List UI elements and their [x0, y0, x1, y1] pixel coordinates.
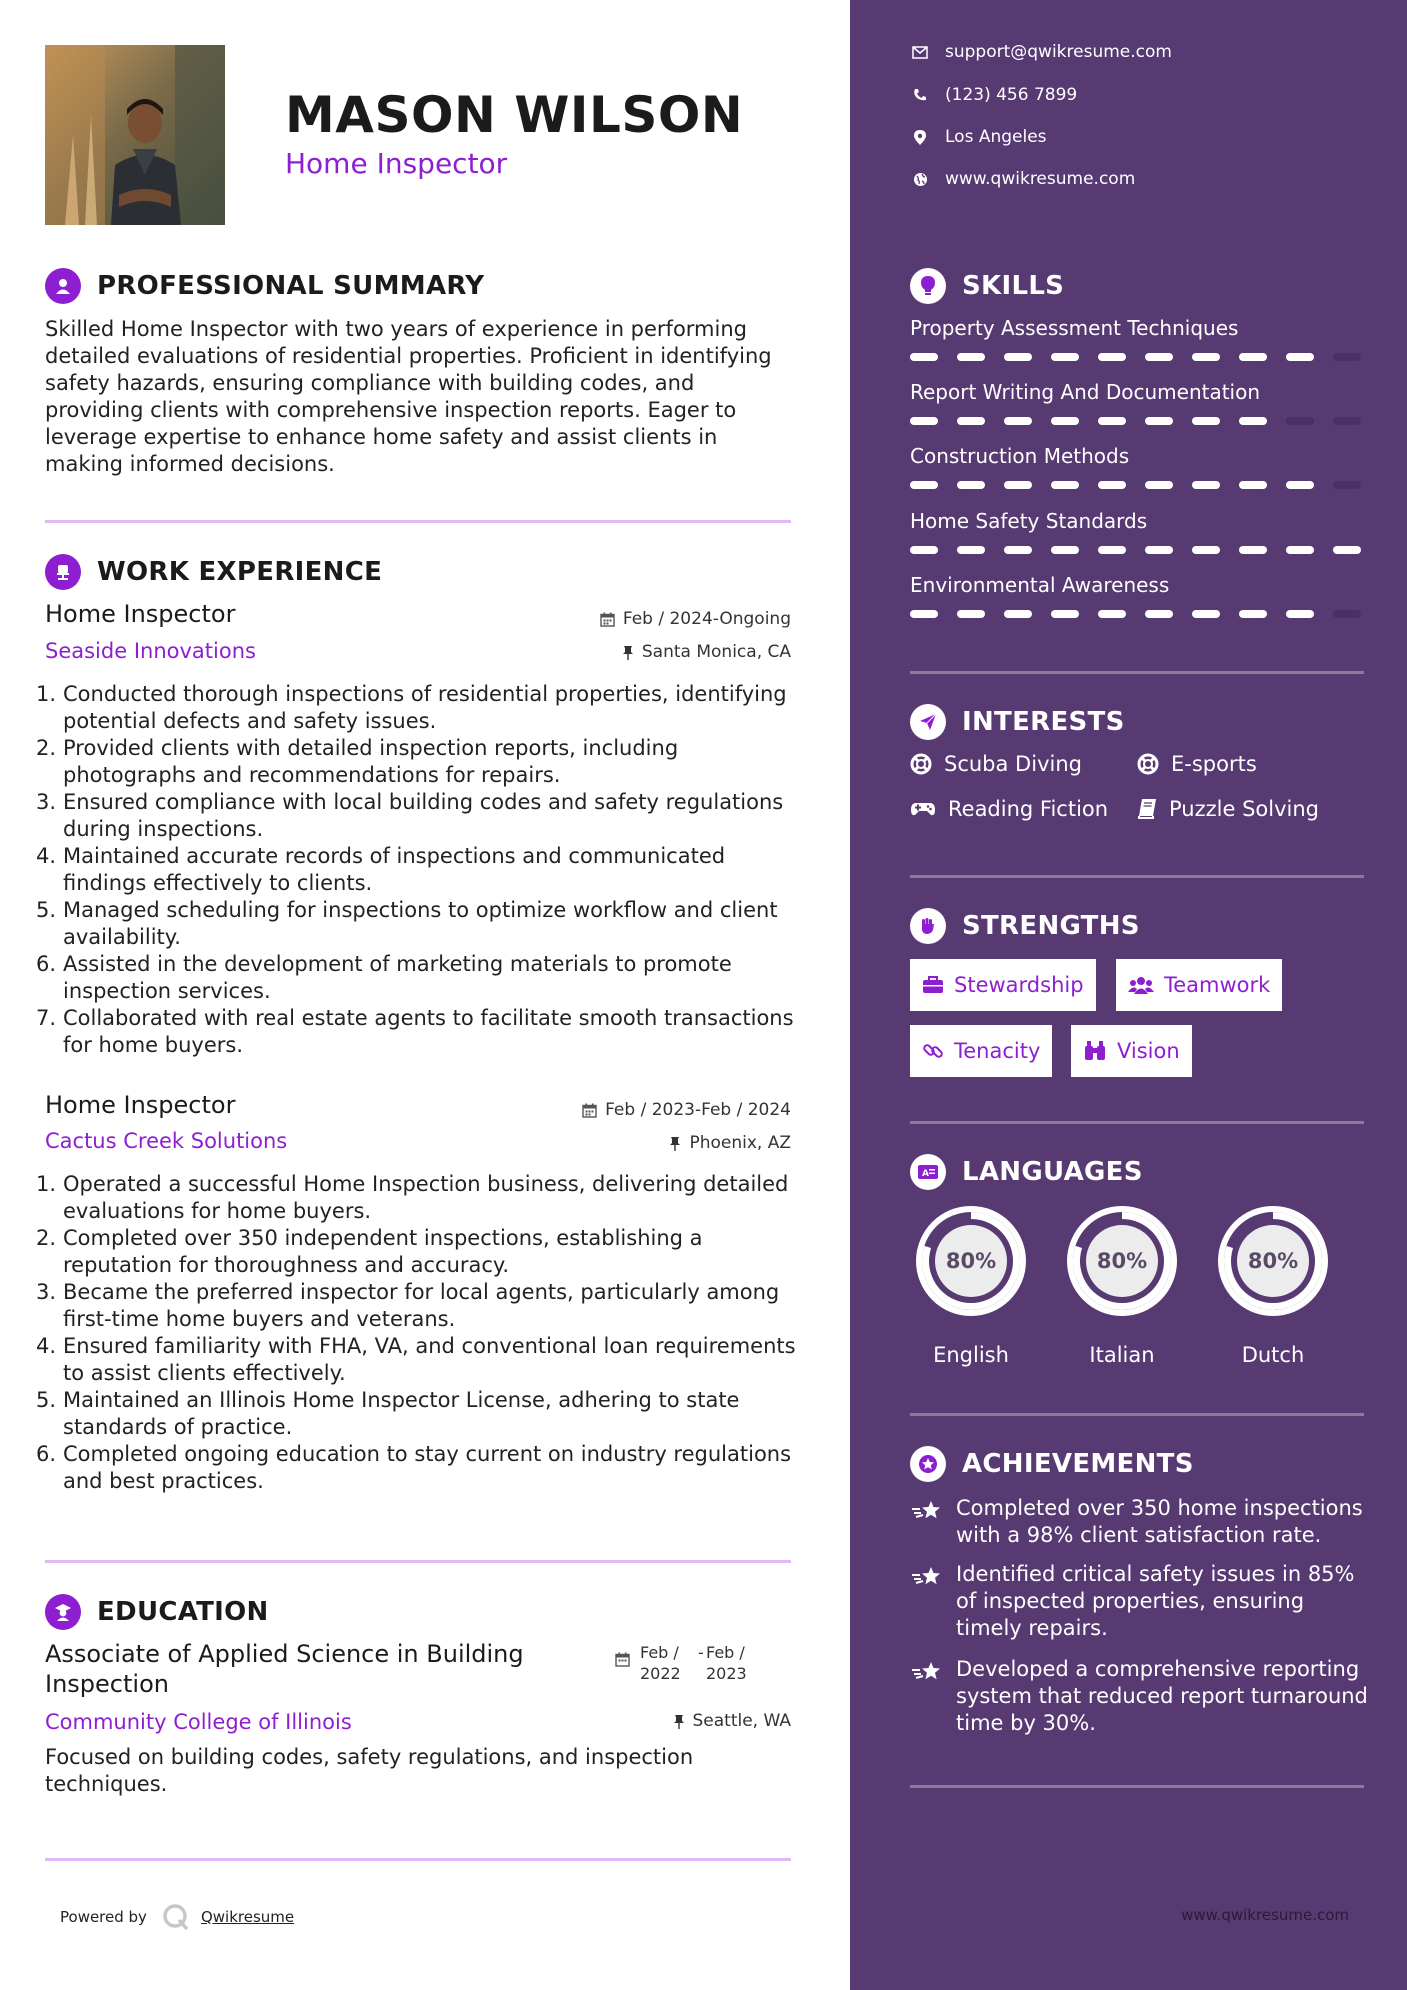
skill-dash — [1145, 610, 1173, 618]
skill-dash — [1098, 417, 1126, 425]
map-marker-icon — [910, 130, 930, 145]
skill-dash — [1239, 546, 1267, 554]
qwikresume-logo-icon — [161, 1902, 191, 1932]
skill-dash — [1239, 417, 1267, 425]
life-ring-icon — [1137, 753, 1159, 775]
divider — [910, 875, 1364, 878]
interest-item: E-sports — [1137, 752, 1257, 776]
experience-heading — [45, 554, 382, 590]
list-item: 2. Provided clients with detailed inspection reports, including photographs and recommendations for repairs. — [36, 736, 679, 787]
interest-item: Reading Fiction — [910, 797, 1108, 821]
skill-dash — [1192, 417, 1220, 425]
skill-dash — [1333, 417, 1361, 425]
contact-location: Los Angeles — [910, 127, 1047, 147]
user-icon — [45, 268, 81, 304]
skill-bar — [910, 417, 1364, 425]
interest-item: Scuba Diving — [910, 752, 1082, 776]
degree-name-line2: Inspection — [45, 1670, 169, 1698]
skill-dash — [1051, 417, 1079, 425]
list-item: 1. Conducted thorough inspections of residential properties, identifying potential defects and safety issues. — [36, 682, 787, 733]
job-location: Santa Monica, CA — [622, 642, 791, 662]
language-percent: 80% — [1096, 1249, 1148, 1273]
achievement-item: Completed over 350 home inspections with a 98% client satisfaction rate. — [910, 1495, 1370, 1549]
skill-dash — [1098, 353, 1126, 361]
achievement-item: Developed a comprehensive reporting system that reduced report turnaround time by 30%. — [910, 1656, 1370, 1737]
skill-bar — [910, 353, 1364, 361]
skill-dash — [1004, 353, 1032, 361]
education-location: Seattle, WA — [673, 1711, 792, 1731]
binoculars-icon — [1083, 1040, 1107, 1062]
skill-dash — [1192, 481, 1220, 489]
divider — [45, 1560, 791, 1563]
language-item — [1061, 1200, 1183, 1370]
skill-dash — [1286, 481, 1314, 489]
skill-dash — [1051, 481, 1079, 489]
skill-dash — [1333, 610, 1361, 618]
language-name: English — [933, 1343, 1009, 1367]
skill-dash — [1286, 610, 1314, 618]
strengths-heading: STRENGTHS — [910, 908, 1140, 944]
skill-name: Property Assessment Techniques — [910, 316, 1239, 340]
svg-text:A: A — [922, 1169, 929, 1179]
contact-email[interactable]: support@qwikresume.com — [910, 42, 1172, 62]
phone-icon — [910, 88, 930, 102]
skill-dash — [1145, 481, 1173, 489]
skill-dash — [1333, 546, 1361, 554]
skill-dash — [957, 353, 985, 361]
skill-dash — [1192, 353, 1220, 361]
summary-title: PROFESSIONAL SUMMARY — [97, 271, 485, 301]
candidate-name: MASON WILSON — [285, 86, 744, 144]
paper-plane-icon — [910, 704, 946, 740]
skill-dash — [1239, 481, 1267, 489]
skill-dash — [1286, 353, 1314, 361]
skill-dash — [1333, 481, 1361, 489]
chair-icon — [45, 554, 81, 590]
link-icon — [922, 1040, 944, 1062]
divider — [910, 1413, 1364, 1416]
skill-bar — [910, 610, 1364, 618]
language-item — [910, 1200, 1032, 1370]
skill-dash — [1051, 353, 1079, 361]
calendar-icon — [615, 1652, 630, 1667]
skill-dash — [910, 610, 938, 618]
list-item: 6. Completed ongoing education to stay current on industry regulations and best practices. — [36, 1442, 792, 1493]
list-item: 6. Assisted in the development of marketing materials to promote inspection services. — [36, 952, 732, 1003]
list-item: 3. Became the preferred inspector for local agents, particularly among first-time home buyers and veterans. — [36, 1280, 780, 1331]
skill-dash — [1004, 610, 1032, 618]
job-dates: Feb / 2023-Feb / 2024 — [582, 1100, 791, 1120]
skill-dash — [957, 610, 985, 618]
education-description: Focused on building codes, safety regulations, and inspection techniques. — [45, 1745, 694, 1796]
skill-name: Environmental Awareness — [910, 573, 1170, 597]
pin-icon — [673, 1714, 685, 1729]
skill-dash — [910, 546, 938, 554]
skills-heading: SKILLS — [910, 268, 1064, 304]
skill-dash — [1192, 610, 1220, 618]
contact-phone[interactable]: (123) 456 7899 — [910, 85, 1077, 105]
briefcase-icon — [922, 975, 944, 995]
list-item: 2. Completed over 350 independent inspections, establishing a reputation for thoroughness and accuracy. — [36, 1226, 703, 1277]
skill-name: Report Writing And Documentation — [910, 380, 1261, 404]
degree-name: Associate of Applied Science in Building — [45, 1640, 524, 1668]
skill-dash — [1286, 546, 1314, 554]
skill-dash — [1004, 546, 1032, 554]
skill-dash — [1145, 417, 1173, 425]
skill-dash — [1004, 417, 1032, 425]
skill-dash — [1145, 353, 1173, 361]
powered-by: Powered by Qwikresume — [60, 1902, 294, 1932]
skill-dash — [1145, 546, 1173, 554]
envelope-icon — [910, 46, 930, 59]
calendar-icon — [600, 612, 615, 627]
language-item — [1212, 1200, 1334, 1370]
gamepad-icon — [910, 800, 936, 818]
lightbulb-icon — [910, 268, 946, 304]
skill-dash — [1051, 546, 1079, 554]
education-heading — [45, 1594, 269, 1630]
pin-icon — [669, 1136, 681, 1151]
interests-heading: INTERESTS — [910, 704, 1125, 740]
school-name: Community College of Illinois — [45, 1710, 352, 1734]
profile-photo — [45, 45, 225, 225]
calendar-icon — [582, 1103, 597, 1118]
language-icon — [910, 1154, 946, 1190]
candidate-title: Home Inspector — [285, 147, 508, 180]
education-dates: Feb / 2022 - Feb / 2023 — [615, 1642, 756, 1684]
skill-bar — [910, 481, 1364, 489]
life-ring-icon — [910, 753, 932, 775]
divider — [910, 671, 1364, 674]
skill-dash — [1004, 481, 1032, 489]
duty-list — [36, 681, 796, 1059]
strength-chip: Stewardship — [910, 959, 1096, 1011]
language-ring — [1061, 1200, 1183, 1322]
job-dates: Feb / 2024-Ongoing — [600, 609, 791, 629]
achievement-item: Identified critical safety issues in 85% of inspected properties, ensuring timely repairs. — [910, 1561, 1370, 1642]
job-title: Home Inspector — [45, 1091, 236, 1119]
skill-dash — [957, 546, 985, 554]
summary-heading — [45, 268, 484, 304]
skill-dash — [1051, 610, 1079, 618]
shooting-star-icon — [910, 1564, 944, 1590]
interest-item: Puzzle Solving — [1137, 797, 1319, 821]
users-icon — [1128, 975, 1154, 995]
language-percent: 80% — [945, 1249, 997, 1273]
list-item: 4. Maintained accurate records of inspections and communicated findings effectively to clients. — [36, 844, 726, 895]
divider — [45, 520, 791, 523]
contact-website[interactable]: www.qwikresume.com — [910, 169, 1135, 189]
list-item: 3. Ensured compliance with local building codes and safety regulations during inspections. — [36, 790, 784, 841]
footer-url[interactable]: www.qwikresume.com — [1181, 1906, 1349, 1924]
skill-name: Construction Methods — [910, 444, 1130, 468]
list-item: 1. Operated a successful Home Inspection business, delivering detailed evaluations for home buyers. — [36, 1172, 789, 1223]
skill-name: Home Safety Standards — [910, 509, 1148, 533]
strength-chip: Tenacity — [910, 1025, 1052, 1077]
company-name: Cactus Creek Solutions — [45, 1129, 288, 1153]
strength-chip: Teamwork — [1116, 959, 1282, 1011]
language-name: Italian — [1089, 1343, 1155, 1367]
globe-icon — [910, 172, 930, 187]
skill-dash — [1239, 610, 1267, 618]
skill-dash — [957, 481, 985, 489]
summary-text: Skilled Home Inspector with two years of experience in performing detailed evaluations of residential properties. Proficient in identifying safety hazards, ensuring compliance with building codes, and providing clients with comprehensive inspection reports. Eager to leverage expertise to enhance home safety and assist clients in making informed decisions. — [45, 317, 772, 476]
skill-dash — [1333, 353, 1361, 361]
skill-dash — [910, 417, 938, 425]
job-title: Home Inspector — [45, 600, 236, 628]
sidebar — [850, 0, 1407, 1990]
company-name: Seaside Innovations — [45, 639, 256, 663]
strength-chip: Vision — [1071, 1025, 1192, 1077]
language-name: Dutch — [1241, 1343, 1305, 1367]
fist-icon — [910, 908, 946, 944]
skill-dash — [1098, 481, 1126, 489]
list-item: 4. Ensured familiarity with FHA, VA, and conventional loan requirements to assist clients effectively. — [36, 1334, 796, 1385]
languages-heading: A LANGUAGES — [910, 1154, 1143, 1190]
pin-icon — [622, 645, 634, 660]
job-location: Phoenix, AZ — [669, 1133, 791, 1153]
skill-dash — [1239, 353, 1267, 361]
education-title: EDUCATION — [97, 1597, 269, 1627]
list-item: 7. Collaborated with real estate agents to facilitate smooth transactions for home buyers. — [36, 1006, 794, 1057]
graduate-icon — [45, 1594, 81, 1630]
skill-dash — [1098, 610, 1126, 618]
skill-dash — [957, 417, 985, 425]
list-item: 5. Maintained an Illinois Home Inspector License, adhering to state standards of practice. — [36, 1388, 740, 1439]
star-badge-icon — [910, 1446, 946, 1482]
divider — [910, 1121, 1364, 1124]
duty-list — [36, 1171, 796, 1495]
language-percent: 80% — [1247, 1249, 1299, 1273]
language-ring — [1212, 1200, 1334, 1322]
divider — [45, 1858, 791, 1861]
skill-dash — [1192, 546, 1220, 554]
achievements-heading: ACHIEVEMENTS — [910, 1446, 1194, 1482]
shooting-star-icon — [910, 1498, 944, 1524]
skill-bar — [910, 546, 1364, 554]
skill-dash — [1286, 417, 1314, 425]
skill-dash — [1098, 546, 1126, 554]
list-item: 5. Managed scheduling for inspections to optimize workflow and client availability. — [36, 898, 778, 949]
experience-title: WORK EXPERIENCE — [97, 557, 383, 587]
shooting-star-icon — [910, 1659, 944, 1685]
qwikresume-link[interactable]: Qwikresume — [200, 1908, 295, 1926]
book-icon — [1137, 798, 1157, 820]
skill-dash — [910, 353, 938, 361]
skill-dash — [910, 481, 938, 489]
language-ring — [910, 1200, 1032, 1322]
divider — [910, 1785, 1364, 1788]
